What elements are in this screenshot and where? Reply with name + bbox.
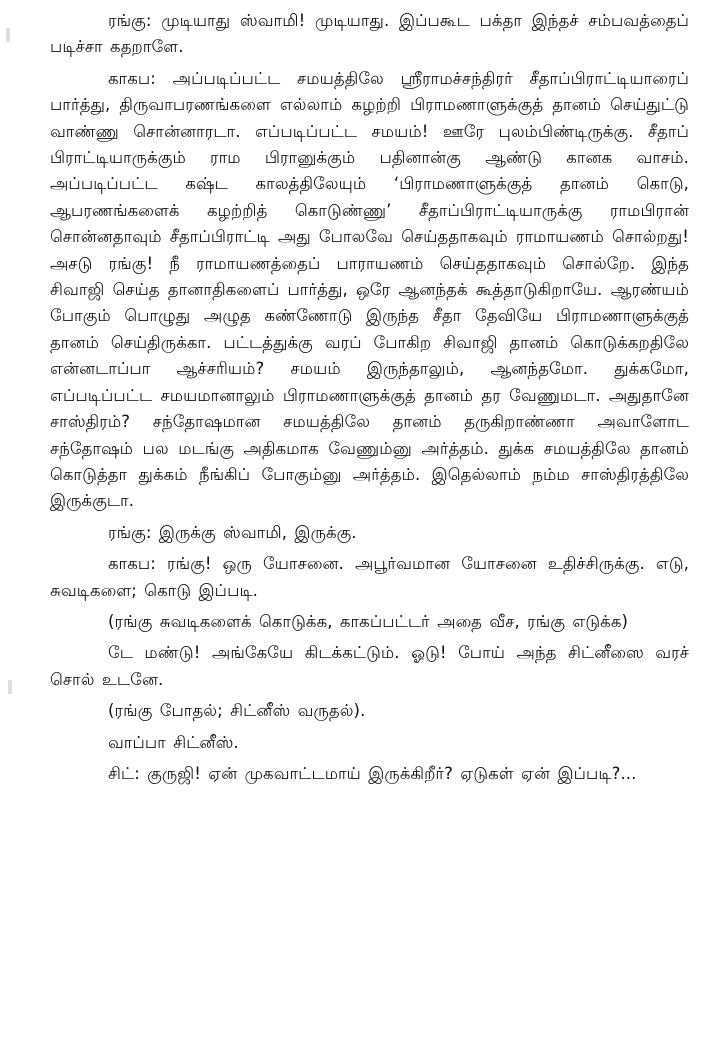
scan-mark (6, 28, 10, 42)
scan-mark (8, 680, 12, 694)
stage-direction-1: (ரங்கு சுவடிகளைக் கொடுக்க, காகப்பட்டர் அதை வீச, ரங்கு எடுக்க) (108, 611, 629, 631)
dialogue-kakabhattar-1: காகப: அப்படிப்பட்ட சமயத்திலே ஸ்ரீராமச்சந்திரர் சீதாப்பிராட்டியாரைப் பார்த்து, திருவாபரணங்களை எல்லாம் கழற்றி பிராமணாளுக்குத் தானம் செய்துட்டு வாண்ணு சொன்னாரடா. எப்படிப்பட்ட சமயம்! ஊரே புலம்பிண்டிருக்கு. சீதாப் பிராட்டியாருக்கும் ராம பிரானுக்கும் பதினான்கு ஆண்டு கானக வாசம். அப்படிப்பட்ட கஷ்ட காலத்திலேயும் ‘பிராமணாளுக்குத் தானம் கொடு, ஆபரணங்களைக் கழற்றித் கொடுண்ணு’ சீதாப்பிராட்டியாருக்கு ராமபிரான் சொன்னதாவும் சீதாப்பிராட்டி அது போலவே செய்ததாகவும் ராமாயணம் சொல்றது! அசடு ரங்கு! நீ ராமாயணத்தைப் பாராயணம் செய்ததாகவும் சொல்றே. இந்த சிவாஜி செய்த தானாதிகளைப் பார்த்து, ஒரே ஆனந்தக் கூத்தாடுகிறாயே. ஆரண்யம் போகும் பொழுது அழுத கண்ணோடு இருந்த சீதா தேவியே பிராமணாளுக்குத் தானம் செய்திருக்கா. பட்டத்துக்கு வரப் போகிற சிவாஜி தானம் கொடுக்கறதிலே என்னடாப்பா ஆச்சரியம்? சமயம் இருந்தாலும், ஆனந்தமோ. துக்கமோ, எப்படிப்பட்ட சமயமானாலும் பிராமணாளுக்குத் தானம் தர வேணுமடா. அதுதானே சாஸ்திரம்? சந்தோஷமான சமயத்திலே தானம் தருகிறாண்ணா அவாளோட சந்தோஷம் பல மடங்கு அதிகமாக வேணும்னு அர்த்தம். துக்க சமயத்திலே தானம் கொடுத்தா துக்கம் நீங்கிப் போகும்னு அர்த்தம். இதெல்லாம் நம்ம சாஸ்திரத்திலே இருக்குடா. (50, 68, 689, 511)
dialogue-rangu-1: ரங்கு: முடியாது ஸ்வாமி! முடியாது. இப்பகூட பக்தா இந்தச் சம்பவத்தைப் படிச்சா கதறாளே. (50, 11, 689, 57)
dialogue-chitnis-1: சிட்: குருஜி! ஏன் முகவாட்டமாய் இருக்கிறீர்? ஏடுகள் ஏன் இப்படி?... (108, 763, 637, 783)
dialogue-rangu-2: ரங்கு: இருக்கு ஸ்வாமி, இருக்கு. (108, 522, 357, 542)
dialogue-kakabhattar-4: வாப்பா சிட்னீஸ். (108, 732, 239, 752)
stage-direction-2: (ரங்கு போதல்; சிட்னீஸ் வருதல்). (108, 701, 366, 721)
dialogue-kakabhattar-2: காகப: ரங்கு! ஒரு யோசனை. அபூர்வமான யோசனை உதிச்சிருக்கு. எடு, சுவடிகளை; கொடு இப்படி. (50, 554, 689, 600)
dialogue-kakabhattar-3: டே மண்டு! அங்கேயே கிடக்கட்டும். ஓடு! போய் அந்த சிட்னீஸை வரச் சொல் உடனே. (50, 643, 689, 689)
